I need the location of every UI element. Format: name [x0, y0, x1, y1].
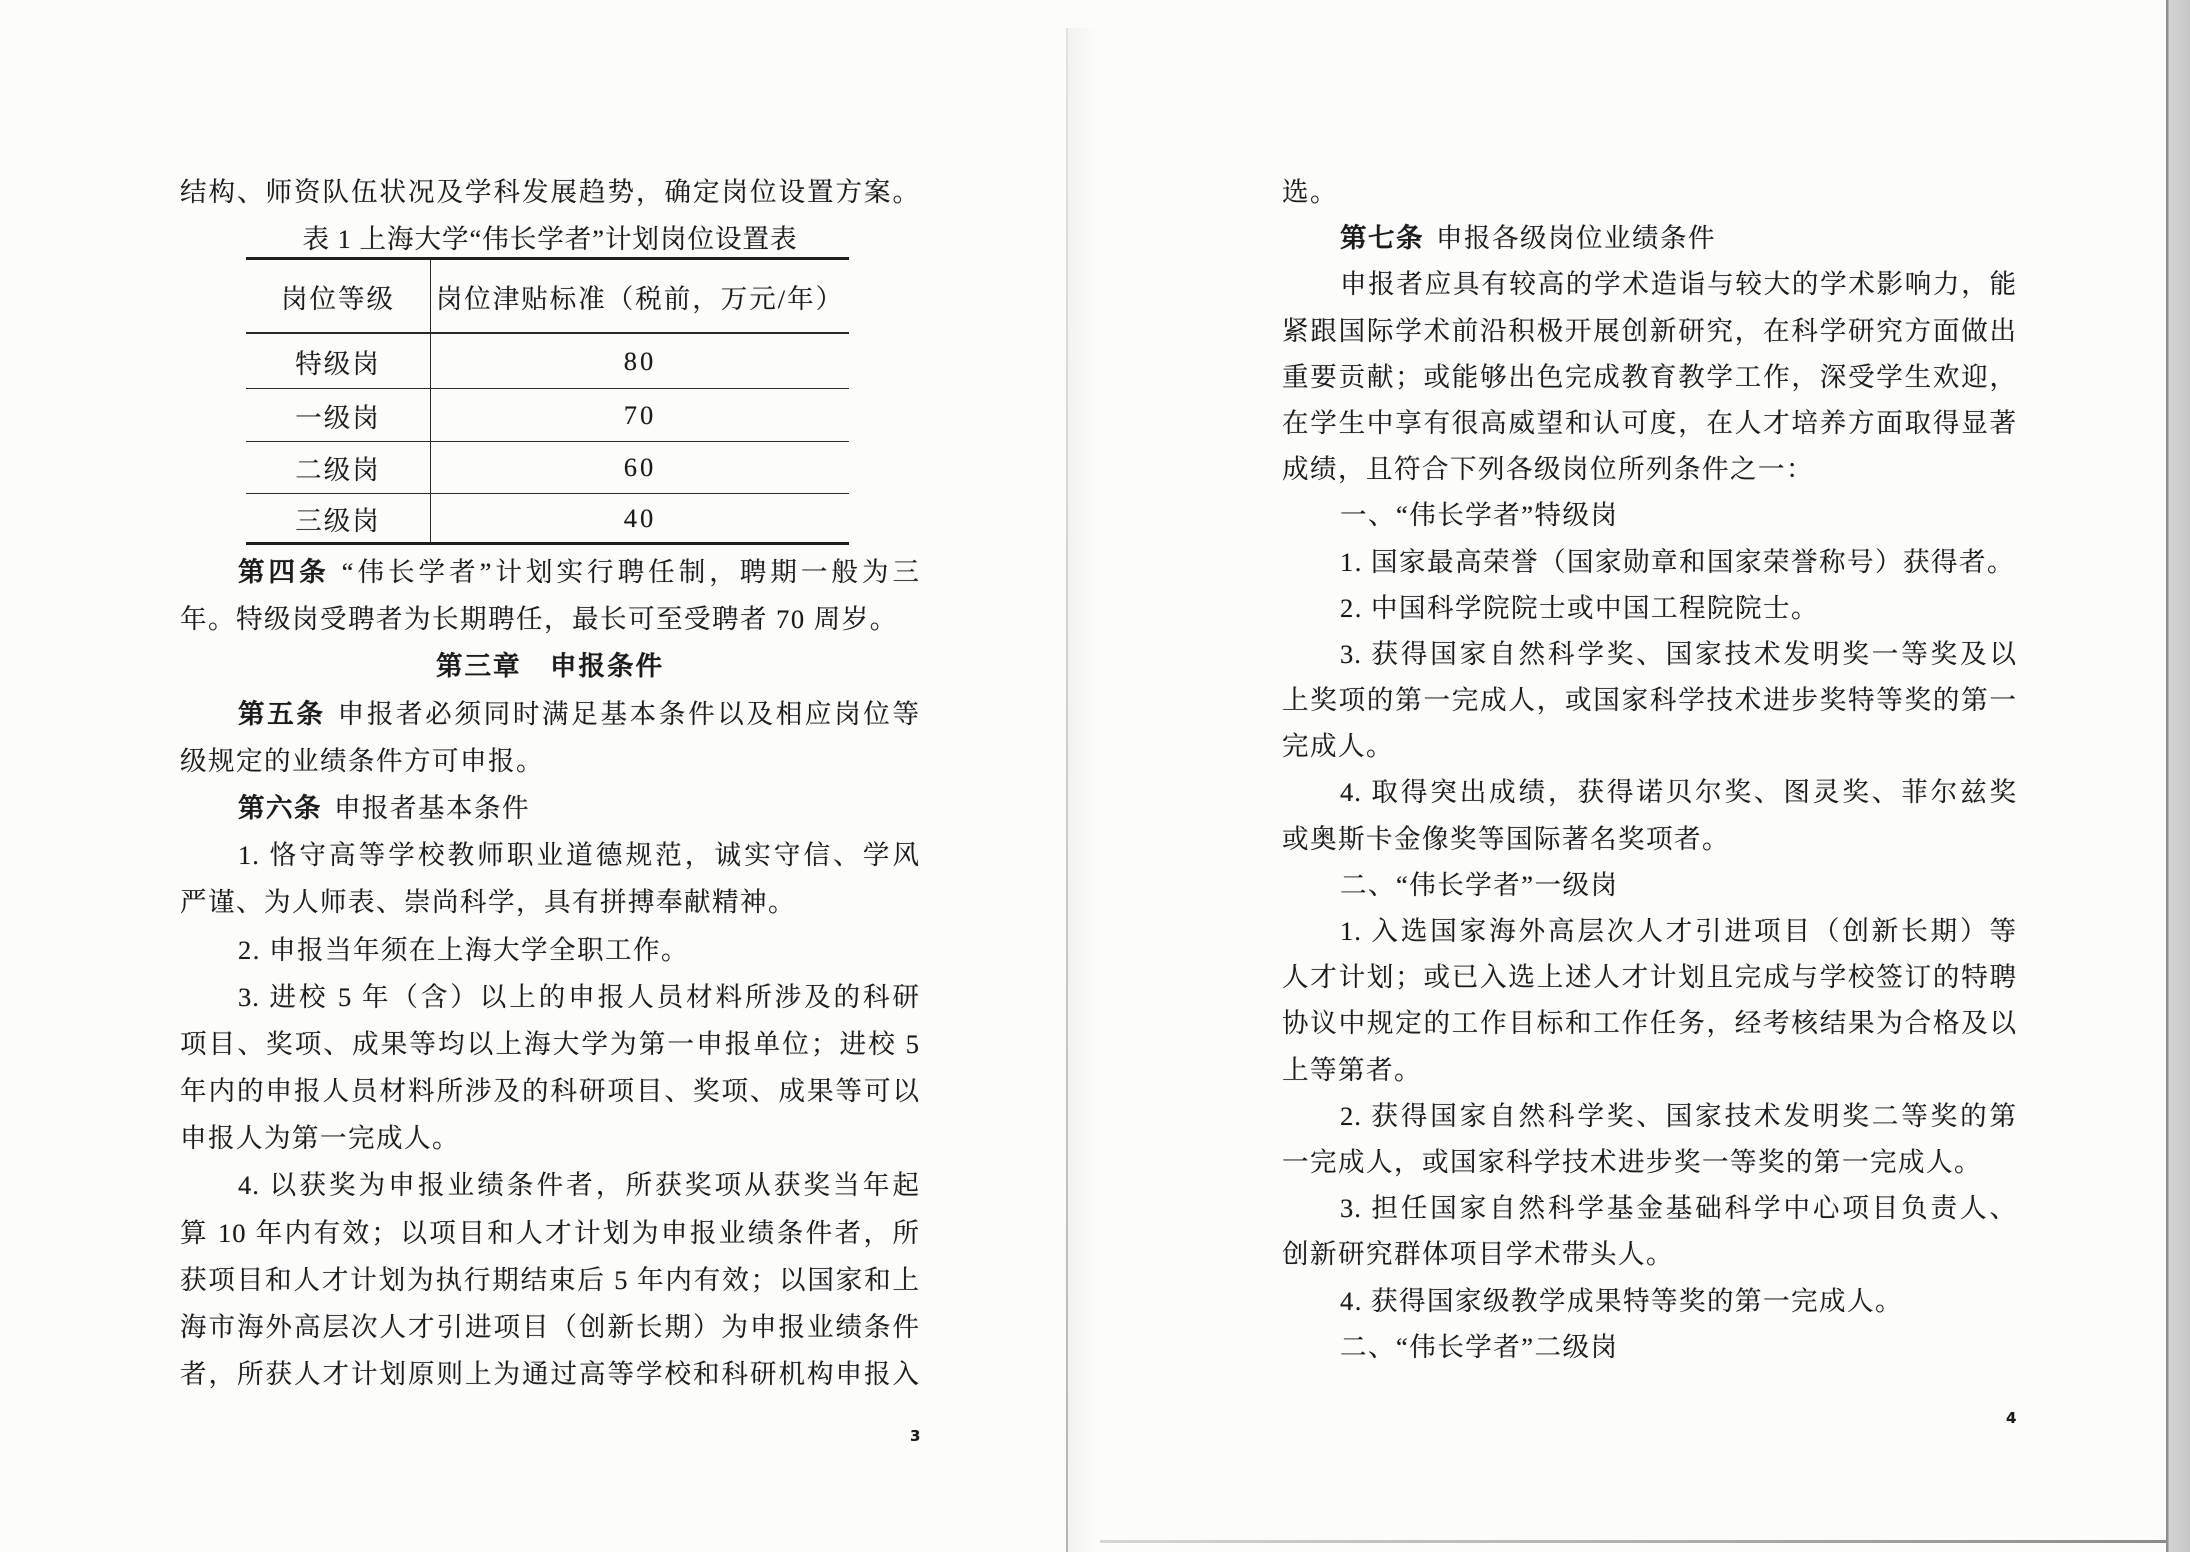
intro-line: 成绩，且符合下列各级岗位所列条件之一： — [1282, 454, 1814, 485]
article-5-label: 第五条 — [238, 698, 326, 729]
article-7-line — [1282, 215, 2017, 261]
header-cell-allowance: 岗位津贴标准（税前，万元/年） — [435, 283, 845, 314]
header-cell-post-level: 岗位等级 — [246, 260, 431, 332]
tier-title: 二、“伟长学者”二级岗 — [1340, 1331, 1619, 1362]
intro-line: 紧跟国际学术前沿积极开展创新研究，在科学研究方面做出 — [1282, 315, 2017, 346]
tier-item-line: 4. 获得国家级教学成果特等奖的第一完成人。 — [1340, 1285, 1903, 1316]
cell-post-level: 二级岗 — [246, 442, 431, 493]
condition-item-line: 3. 进校 5 年（含）以上的申报人员材料所涉及的科研 — [238, 981, 920, 1012]
tier-item-line: 3. 获得国家自然科学奖、国家技术发明奖一等奖及以 — [1340, 638, 2017, 669]
condition-item-line: 2. 申报当年须在上海大学全职工作。 — [238, 934, 689, 965]
intro-line: 在学生中享有很高威望和认可度，在人才培养方面取得显著 — [1282, 407, 2017, 438]
tier-item-line: 3. 担任国家自然科学基金基础科学中心项目负责人、 — [1340, 1193, 2017, 1224]
page-3-body — [180, 549, 920, 1398]
cell-post-level: 三级岗 — [246, 494, 431, 542]
table-row — [246, 442, 849, 494]
condition-item-line: 获项目和人才计划为执行期结束后 5 年内有效；以国家和上 — [180, 1264, 920, 1295]
condition-item-line: 者，所获人才计划原则上为通过高等学校和科研机构申报入 — [180, 1359, 920, 1390]
condition-item-line: 年内的申报人员材料所涉及的科研项目、奖项、成果等可以 — [180, 1076, 920, 1107]
article-6-label: 第六条 — [238, 792, 322, 823]
table-header-row — [246, 260, 849, 334]
tier-item-line: 上奖项的第一完成人，或国家科学技术进步奖特等奖的第一 — [1282, 685, 2017, 716]
table-caption: 表 1 上海大学“伟长学者”计划岗位设置表 — [302, 224, 798, 254]
table-row — [246, 494, 849, 542]
tier-item-line: 4. 取得突出成绩，获得诺贝尔奖、图灵奖、菲尔兹奖 — [1340, 777, 2017, 808]
cell-post-level: 一级岗 — [246, 389, 431, 441]
intro-line: 重要贡献；或能够出色完成教育教学工作，深受学生欢迎， — [1282, 361, 2017, 392]
article-5-line — [180, 691, 920, 738]
condition-item-line: 申报人为第一完成人。 — [180, 1123, 460, 1154]
article-4-line — [180, 549, 920, 596]
table-row — [246, 334, 849, 389]
cell-allowance: 60 — [623, 452, 657, 482]
article-5-line: 级规定的业绩条件方可申报。 — [180, 745, 544, 776]
cell-post-level: 特级岗 — [246, 334, 431, 388]
spine-shadow — [1068, 28, 1098, 1552]
cell-allowance: 70 — [623, 399, 657, 430]
article-7-text: 申报各级岗位业绩条件 — [1436, 223, 1716, 254]
tier-item-line: 1. 国家最高荣誉（国家勋章和国家荣誉称号）获得者。 — [1340, 546, 2015, 577]
article-4-text: “伟长学者”计划实行聘任制，聘期一般为三 — [341, 557, 921, 587]
continued-paragraph-line: 结构、师资队伍状况及学科发展趋势，确定岗位设置方案。 — [180, 177, 920, 207]
page-bottom-edge — [1100, 1540, 2166, 1543]
tier-title: 一、“伟长学者”特级岗 — [1340, 500, 1619, 531]
page-3-top-text — [180, 169, 920, 216]
article-7-label: 第七条 — [1340, 223, 1424, 254]
article-6-text: 申报者基本条件 — [334, 792, 530, 823]
continued-paragraph-line: 选。 — [1282, 177, 1338, 207]
condition-item-line: 4. 以获奖为申报业绩条件者，所获奖项从获奖当年起 — [238, 1170, 920, 1201]
article-4-label: 第四条 — [238, 557, 330, 587]
tier-item-line: 上等第者。 — [1282, 1054, 1422, 1085]
tier-item-line: 协议中规定的工作目标和工作任务，经考核结果为合格及以 — [1282, 1008, 2017, 1039]
tier-item-line: 2. 获得国家自然科学奖、国家技术发明奖二等奖的第 — [1340, 1100, 2017, 1131]
condition-item-line: 算 10 年内有效；以项目和人才计划为申报业绩条件者，所 — [180, 1217, 920, 1248]
tier-item-line: 创新研究群体项目学术带头人。 — [1282, 1239, 1674, 1270]
tier-item-line: 人才计划；或已入选上述人才计划且完成与学校签订的特聘 — [1282, 962, 2017, 993]
tier-item-line: 或奥斯卡金像奖等国际著名奖项者。 — [1282, 823, 1730, 854]
tier-item-line: 2. 中国科学院院士或中国工程院院士。 — [1340, 592, 1819, 623]
article-5-text: 申报者必须同时满足基本条件以及相应岗位等 — [337, 698, 921, 729]
condition-item-line: 严谨、为人师表、崇尚科学，具有拼搏奉献精神。 — [180, 887, 796, 918]
tier-item-line: 1. 入选国家海外高层次人才引进项目（创新长期）等 — [1340, 916, 2017, 946]
tier-item-line: 完成人。 — [1282, 731, 1394, 762]
page-edge-shadow — [2166, 0, 2190, 1552]
cell-allowance: 40 — [623, 502, 657, 533]
page-number: 4 — [2006, 1409, 2017, 1427]
page-number: 3 — [910, 1427, 921, 1445]
condition-item-line: 海市海外高层次人才引进项目（创新长期）为申报业绩条件 — [180, 1312, 920, 1342]
intro-line: 申报者应具有较高的学术造诣与较大的学术影响力，能 — [1340, 269, 2017, 300]
table-row — [246, 389, 849, 442]
cell-allowance: 80 — [623, 345, 657, 376]
tier-title: 二、“伟长学者”一级岗 — [1340, 869, 1619, 900]
article-4-line: 年。特级岗受聘者为长期聘任，最长可至受聘者 70 周岁。 — [180, 604, 898, 635]
article-6-line — [180, 785, 920, 832]
post-setting-table — [246, 257, 849, 545]
chapter-title: 第三章 申报条件 — [436, 651, 664, 682]
tier-item-line: 一完成人，或国家科学技术进步奖一等奖的第一完成人。 — [1282, 1146, 1982, 1177]
condition-item-line: 项目、奖项、成果等均以上海大学为第一申报单位；进校 5 — [180, 1028, 920, 1059]
condition-item-line: 1. 恪守高等学校教师职业道德规范，诚实守信、学风 — [238, 840, 920, 871]
page-4-body — [1282, 169, 2017, 1370]
